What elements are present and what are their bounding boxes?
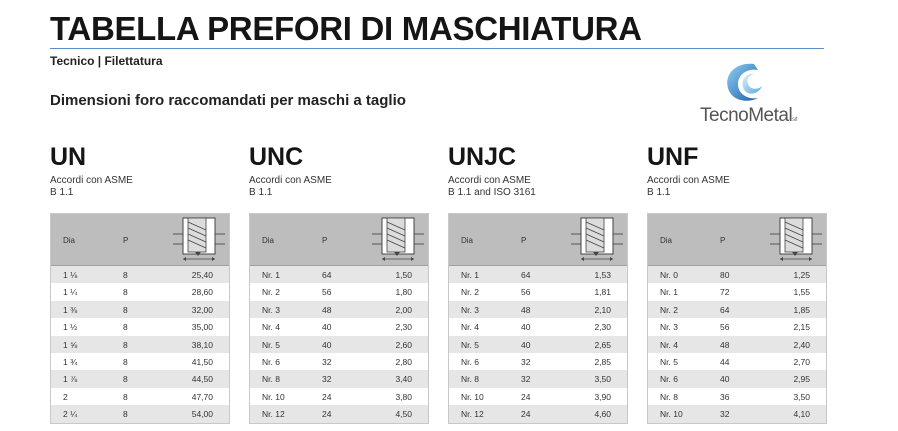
cell-drill-size: 44,50 xyxy=(191,374,213,385)
cell-p: 32 xyxy=(322,374,332,385)
cell-drill-size: 1,53 xyxy=(594,270,611,280)
table-row xyxy=(449,301,627,318)
table-row xyxy=(250,283,428,300)
table-row xyxy=(250,266,428,283)
cell-dia: Nr. 1 xyxy=(660,287,678,298)
column-header-dia: Dia xyxy=(262,236,275,245)
cell-drill-size: 25,40 xyxy=(191,270,213,280)
cell-p: 64 xyxy=(720,304,730,315)
table-row xyxy=(250,336,428,353)
cell-dia: Nr. 10 xyxy=(660,409,683,420)
table-row xyxy=(250,353,428,370)
cell-drill-size: 4,50 xyxy=(395,409,412,420)
table-row xyxy=(449,370,627,387)
cell-dia: 1 ⅜ xyxy=(63,304,78,315)
table-row xyxy=(648,388,826,405)
column-header-p: P xyxy=(123,236,129,245)
tap-drill-diagram-icon xyxy=(768,216,824,262)
cell-dia: Nr. 2 xyxy=(262,287,280,298)
cell-p: 8 xyxy=(123,287,128,298)
tap-drill-diagram-icon xyxy=(171,216,227,262)
cell-dia: Nr. 4 xyxy=(461,322,479,333)
cell-p: 56 xyxy=(720,322,730,333)
cell-dia: 2 xyxy=(63,391,68,402)
cell-dia: Nr. 5 xyxy=(262,339,280,350)
cell-p: 36 xyxy=(720,391,730,402)
cell-drill-size: 2,40 xyxy=(793,339,810,350)
cell-p: 64 xyxy=(521,270,531,280)
cell-drill-size: 32,00 xyxy=(191,304,213,315)
table-body xyxy=(448,213,628,424)
cell-dia: Nr. 2 xyxy=(660,304,678,315)
table-row xyxy=(250,370,428,387)
cell-p: 48 xyxy=(521,304,531,315)
thread-table-unf xyxy=(647,143,825,420)
cell-drill-size: 2,95 xyxy=(793,374,810,385)
cell-drill-size: 3,50 xyxy=(594,374,611,385)
table-note xyxy=(647,175,825,203)
table-note xyxy=(448,175,626,203)
cell-drill-size: 2,30 xyxy=(594,322,611,333)
cell-dia: Nr. 0 xyxy=(660,270,678,280)
table-note-line: B 1.1 xyxy=(647,187,671,198)
cell-dia: Nr. 10 xyxy=(262,391,285,402)
cell-p: 40 xyxy=(521,322,531,333)
table-row xyxy=(449,266,627,283)
cell-p: 24 xyxy=(322,409,332,420)
cell-drill-size: 3,40 xyxy=(395,374,412,385)
cell-dia: Nr. 5 xyxy=(461,339,479,350)
logo-wordmark: TecnoMetal xyxy=(700,105,793,126)
column-header-p: P xyxy=(521,236,527,245)
logo-mark-icon xyxy=(700,58,820,108)
cell-dia: Nr. 8 xyxy=(660,391,678,402)
table-header xyxy=(449,214,627,266)
cell-p: 24 xyxy=(521,391,531,402)
cell-drill-size: 47,70 xyxy=(191,391,213,402)
cell-dia: Nr. 12 xyxy=(461,409,484,420)
logo-suffix: srl xyxy=(792,117,798,123)
cell-dia: Nr. 1 xyxy=(461,270,479,280)
page-title: TABELLA PREFORI DI MASCHIATURA xyxy=(50,10,642,47)
cell-dia: Nr. 2 xyxy=(461,287,479,298)
table-row xyxy=(449,336,627,353)
cell-dia: Nr. 8 xyxy=(461,374,479,385)
cell-p: 8 xyxy=(123,374,128,385)
table-row xyxy=(648,318,826,335)
cell-dia: Nr. 3 xyxy=(660,322,678,333)
cell-p: 24 xyxy=(322,391,332,402)
cell-drill-size: 38,10 xyxy=(191,339,213,350)
cell-dia: Nr. 6 xyxy=(461,356,479,367)
cell-p: 8 xyxy=(123,356,128,367)
thread-table-un xyxy=(50,143,228,420)
cell-dia: Nr. 10 xyxy=(461,391,484,402)
table-title: UN xyxy=(50,143,87,171)
cell-p: 48 xyxy=(720,339,730,350)
cell-drill-size: 35,00 xyxy=(191,322,213,333)
cell-dia: 1 ⅝ xyxy=(63,339,78,350)
table-note-line: Accordi con ASME xyxy=(448,175,531,186)
cell-dia: 1 ⅞ xyxy=(63,374,78,385)
table-row xyxy=(648,301,826,318)
page-subtitle: Dimensioni foro raccomandati per maschi a taglio xyxy=(50,92,406,109)
cell-p: 32 xyxy=(322,356,332,367)
table-row xyxy=(648,283,826,300)
cell-drill-size: 2,65 xyxy=(594,339,611,350)
table-row xyxy=(51,336,229,353)
cell-dia: 1 ⅛ xyxy=(63,270,78,280)
table-body xyxy=(249,213,429,424)
cell-p: 56 xyxy=(521,287,531,298)
company-logo xyxy=(700,58,820,128)
cell-p: 32 xyxy=(521,374,531,385)
cell-drill-size: 3,50 xyxy=(793,391,810,402)
table-row xyxy=(51,405,229,422)
table-row xyxy=(449,318,627,335)
title-divider xyxy=(50,48,824,49)
table-title: UNJC xyxy=(448,143,517,171)
cell-drill-size: 2,00 xyxy=(395,304,412,315)
cell-dia: Nr. 6 xyxy=(660,374,678,385)
cell-dia: Nr. 3 xyxy=(262,304,280,315)
cell-dia: Nr. 8 xyxy=(262,374,280,385)
table-row xyxy=(51,370,229,387)
cell-dia: 2 ¼ xyxy=(63,409,78,420)
cell-p: 32 xyxy=(521,356,531,367)
cell-dia: Nr. 6 xyxy=(262,356,280,367)
table-header xyxy=(51,214,229,266)
cell-p: 8 xyxy=(123,409,128,420)
cell-dia: 1 ½ xyxy=(63,322,78,333)
cell-p: 8 xyxy=(123,322,128,333)
column-header-p: P xyxy=(322,236,328,245)
breadcrumb: Tecnico | Filettatura xyxy=(50,54,163,68)
table-title: UNC xyxy=(249,143,304,171)
table-note-line: B 1.1 xyxy=(50,187,74,198)
table-note-line: Accordi con ASME xyxy=(50,175,133,186)
table-row xyxy=(648,353,826,370)
table-note-line: Accordi con ASME xyxy=(249,175,332,186)
table-title: UNF xyxy=(647,143,699,171)
cell-drill-size: 2,80 xyxy=(395,356,412,367)
cell-dia: Nr. 3 xyxy=(461,304,479,315)
cell-p: 40 xyxy=(322,322,332,333)
cell-dia: Nr. 4 xyxy=(660,339,678,350)
cell-drill-size: 1,80 xyxy=(395,287,412,298)
cell-drill-size: 28,60 xyxy=(191,287,213,298)
cell-drill-size: 4,10 xyxy=(793,409,810,420)
table-row xyxy=(51,283,229,300)
cell-p: 8 xyxy=(123,391,128,402)
table-row xyxy=(51,353,229,370)
table-row xyxy=(51,266,229,283)
cell-drill-size: 1,25 xyxy=(793,270,810,280)
table-row xyxy=(250,388,428,405)
table-note-line: B 1.1 and ISO 3161 xyxy=(448,187,536,198)
cell-dia: Nr. 12 xyxy=(262,409,285,420)
cell-dia: 1 ¾ xyxy=(63,356,78,367)
cell-p: 8 xyxy=(123,270,128,280)
table-note xyxy=(50,175,228,203)
cell-drill-size: 2,15 xyxy=(793,322,810,333)
table-row xyxy=(51,301,229,318)
table-row xyxy=(250,318,428,335)
cell-drill-size: 1,81 xyxy=(594,287,611,298)
column-header-dia: Dia xyxy=(660,236,673,245)
cell-p: 32 xyxy=(720,409,730,420)
table-header xyxy=(250,214,428,266)
cell-p: 80 xyxy=(720,270,730,280)
tap-drill-diagram-icon xyxy=(370,216,426,262)
table-row xyxy=(648,405,826,422)
cell-p: 8 xyxy=(123,304,128,315)
cell-drill-size: 3,90 xyxy=(594,391,611,402)
cell-dia: Nr. 5 xyxy=(660,356,678,367)
cell-p: 40 xyxy=(720,374,730,385)
table-row xyxy=(449,283,627,300)
column-header-p: P xyxy=(720,236,726,245)
cell-dia: Nr. 1 xyxy=(262,270,280,280)
cell-drill-size: 2,30 xyxy=(395,322,412,333)
cell-drill-size: 4,60 xyxy=(594,409,611,420)
table-body xyxy=(50,213,230,424)
table-row xyxy=(250,405,428,422)
table-row xyxy=(449,405,627,422)
cell-p: 40 xyxy=(322,339,332,350)
thread-table-unjc xyxy=(448,143,626,420)
table-note-line: Accordi con ASME xyxy=(647,175,730,186)
table-body xyxy=(647,213,827,424)
column-header-dia: Dia xyxy=(461,236,474,245)
table-row xyxy=(449,353,627,370)
cell-drill-size: 3,80 xyxy=(395,391,412,402)
table-row xyxy=(51,388,229,405)
thread-table-unc xyxy=(249,143,427,420)
cell-drill-size: 41,50 xyxy=(191,356,213,367)
cell-drill-size: 1,50 xyxy=(395,270,412,280)
cell-dia: 1 ¼ xyxy=(63,287,78,298)
cell-p: 72 xyxy=(720,287,730,298)
table-row xyxy=(51,318,229,335)
cell-p: 24 xyxy=(521,409,531,420)
cell-drill-size: 1,85 xyxy=(793,304,810,315)
cell-drill-size: 2,85 xyxy=(594,356,611,367)
cell-p: 44 xyxy=(720,356,730,367)
cell-drill-size: 2,70 xyxy=(793,356,810,367)
cell-p: 64 xyxy=(322,270,332,280)
table-row xyxy=(648,336,826,353)
cell-p: 40 xyxy=(521,339,531,350)
cell-p: 56 xyxy=(322,287,332,298)
cell-drill-size: 1,55 xyxy=(793,287,810,298)
table-note xyxy=(249,175,427,203)
table-row xyxy=(648,370,826,387)
cell-drill-size: 2,10 xyxy=(594,304,611,315)
table-row xyxy=(648,266,826,283)
table-row xyxy=(250,301,428,318)
cell-p: 8 xyxy=(123,339,128,350)
cell-drill-size: 54,00 xyxy=(191,409,213,420)
cell-p: 48 xyxy=(322,304,332,315)
cell-drill-size: 2,60 xyxy=(395,339,412,350)
tap-drill-diagram-icon xyxy=(569,216,625,262)
column-header-dia: Dia xyxy=(63,236,76,245)
table-row xyxy=(449,388,627,405)
table-note-line: B 1.1 xyxy=(249,187,273,198)
table-header xyxy=(648,214,826,266)
cell-dia: Nr. 4 xyxy=(262,322,280,333)
